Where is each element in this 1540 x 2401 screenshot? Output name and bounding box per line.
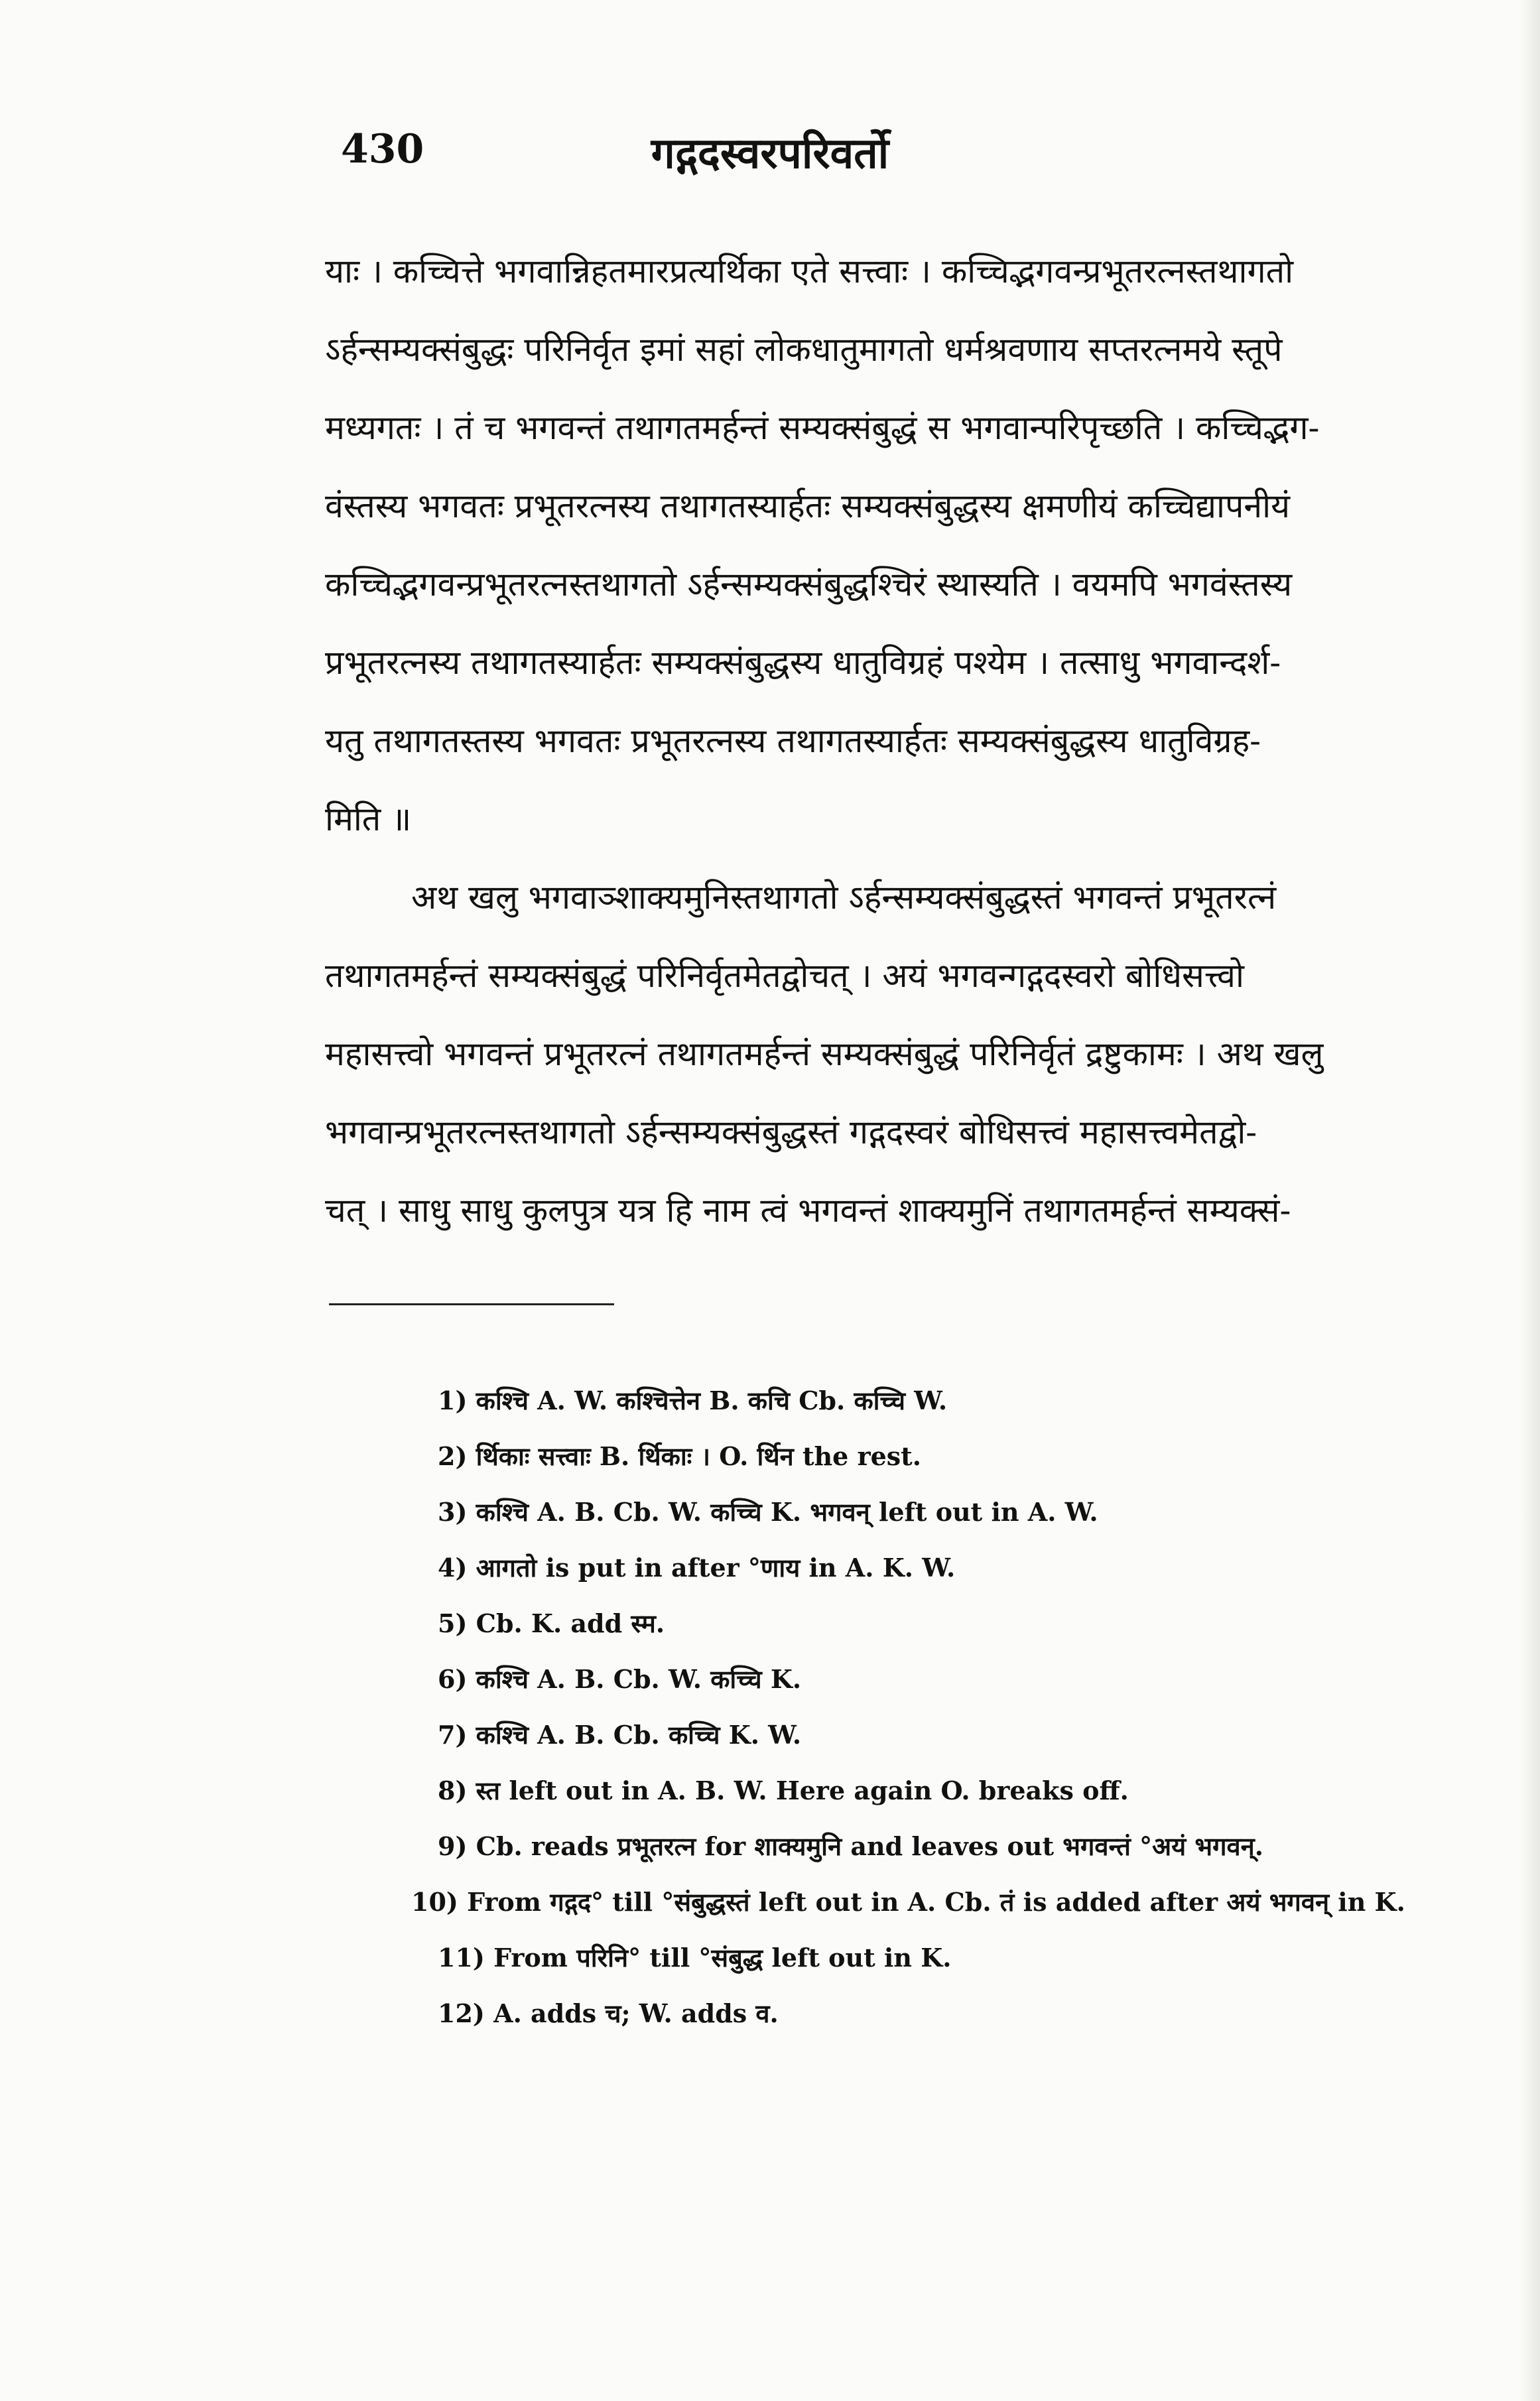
line-text: ऽर्हन्सम्यक्संबुद्धः परिनिर्वृत इमां सहां लोकधातुमागतो धर्मश्रवणाय सप्तरत्नमये स्तूपे	[325, 330, 1283, 369]
text-line	[325, 780, 1479, 858]
footnote: 3) कश्चि A. B. Cb. W. कच्चि K. भगवन् left out in A. W.	[438, 1497, 1098, 1527]
main-text	[325, 232, 1479, 1250]
footnote: 9) Cb. reads प्रभूतरत्न for शाक्यमुनि and leaves out भगवन्तं °अयं भगवन्.	[438, 1831, 1263, 1861]
line-text: चत् । साधु साधु कुलपुत्र यत्र हि नाम त्वं भगवन्तं शाक्यमुनिं तथागतमर्हन्तं सम्यक्सं-	[325, 1191, 1291, 1230]
footnote: 10) From गद्गद° till °संबुद्धस्तं left out in A. Cb. तं is added after अयं भगवन् in K.	[411, 1887, 1405, 1917]
line-text: याः । कच्चित्ते भगवान्निहतमारप्रत्यर्थिका एते सत्त्वाः । कच्चिद्भगवन्प्रभूतरत्नस्तथागतो	[325, 252, 1294, 291]
footnote: 7) कश्चि A. B. Cb. कच्चि K. W.	[438, 1720, 802, 1750]
running-head: गद्गदस्वरपरिवर्तो	[651, 129, 889, 178]
line-text: मिति ॥	[325, 800, 412, 838]
line-text: प्रभूतरत्नस्य तथागतस्यार्हतः सम्यक्संबुद्धस्य धातुविग्रहं पश्येम । तत्साधु भगवान्दर्श-	[325, 643, 1281, 682]
text-line	[325, 623, 1479, 702]
text-line	[325, 310, 1479, 389]
line-text: वंस्तस्य भगवतः प्रभूतरत्नस्य तथागतस्यार्हतः सम्यक्संबुद्धस्य क्षमणीयं कच्चिद्यापनीयं	[325, 487, 1291, 525]
text-line	[325, 1171, 1479, 1250]
line-text: अथ खलु भगवाञ्शाक्यमुनिस्तथागतो ऽर्हन्सम्यक्संबुद्धस्तं भगवन्तं प्रभूतरत्नं	[411, 878, 1277, 917]
line-text: भगवान्प्रभूतरत्नस्तथागतो ऽर्हन्सम्यक्संबुद्धस्तं गद्गदस्वरं बोधिसत्त्वं महासत्त्वमेतद्वो-	[325, 1113, 1257, 1151]
line-text: यतु तथागतस्तस्य भगवतः प्रभूतरत्नस्य तथागतस्यार्हतः सम्यक्संबुद्धस्य धातुविग्रह-	[325, 722, 1261, 760]
line-text: कच्चिद्भगवन्प्रभूतरत्नस्तथागतो ऽर्हन्सम्यक्संबुद्धश्चिरं स्थास्यति । वयमपि भगवंस्तस्य	[325, 565, 1293, 604]
text-line	[325, 1093, 1479, 1171]
text-line	[325, 858, 1479, 937]
text-line	[325, 937, 1479, 1015]
footnote: 6) कश्चि A. B. Cb. W. कच्चि K.	[438, 1664, 802, 1694]
line-text: तथागतमर्हन्तं सम्यक्संबुद्धं परिनिर्वृतमेतद्वोचत् । अयं भगवन्गद्गदस्वरो बोधिसत्त्वो	[325, 956, 1244, 995]
footnote: 1) कश्चि A. W. कश्चित्तेन B. कचि Cb. कच्चि W.	[438, 1386, 948, 1415]
text-line	[325, 545, 1479, 623]
footnote-rule	[329, 1303, 614, 1305]
text-line	[325, 232, 1479, 310]
text-line	[325, 389, 1479, 467]
footnote: 5) Cb. K. add स्म.	[438, 1608, 665, 1638]
footnotes	[285, 1373, 1459, 2042]
line-text: मध्यगतः । तं च भगवन्तं तथागतमर्हन्तं सम्यक्संबुद्धं स भगवान्परिपृच्छति । कच्चिद्भग-	[325, 409, 1320, 447]
text-line	[325, 1015, 1479, 1093]
footnote: 2) र्थिकाः सत्त्वाः B. र्थिकाः । O. र्थिन the rest.	[438, 1441, 921, 1471]
footnote: 11) From परिनि° till °संबुद्ध left out in K.	[438, 1943, 952, 1973]
footnote: 8) स्त left out in A. B. W. Here again O. breaks off.	[438, 1776, 1129, 1805]
page-number: 430	[341, 126, 424, 172]
footnote: 4) आगतो is put in after °णाय in A. K. W.	[438, 1553, 956, 1583]
text-line	[325, 702, 1479, 780]
footnote: 12) A. adds च; W. adds व.	[438, 1998, 779, 2028]
text-line	[325, 467, 1479, 545]
page-edge	[1520, 0, 1540, 2401]
line-text: महासत्त्वो भगवन्तं प्रभूतरत्नं तथागतमर्हन्तं सम्यक्संबुद्धं परिनिर्वृतं द्रष्टुकामः । अथ खलु	[325, 1035, 1324, 1073]
